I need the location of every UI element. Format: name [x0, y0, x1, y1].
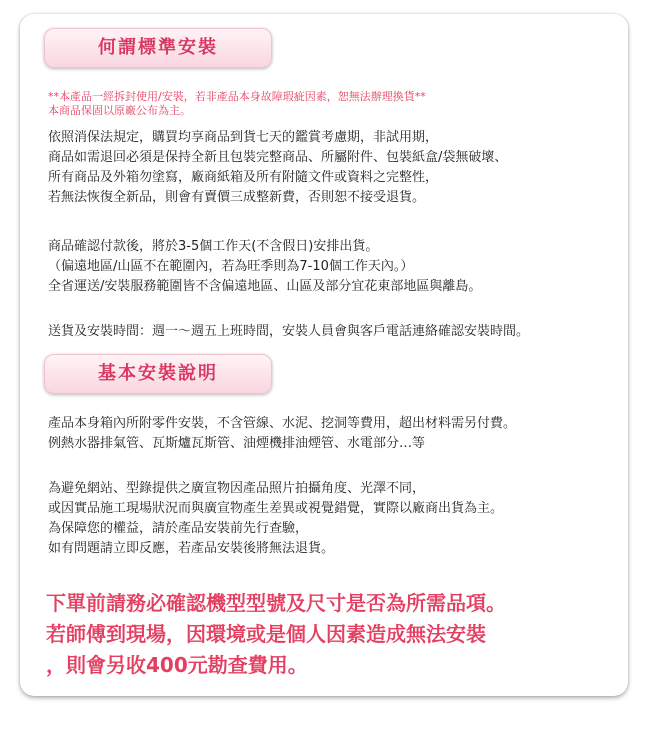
warning-line: 下單前請務必確認機型型號及尺寸是否為所需品項。 [46, 591, 506, 615]
basic-install-line: 例熱水器排氣管、瓦斯爐瓦斯管、油煙機排油煙管、水電部分…等 [48, 436, 426, 451]
disclaimer [48, 479, 503, 559]
shipping-info [48, 237, 481, 297]
notice-line: **本產品一經拆封使用/安裝，若非產品本身故障瑕疵因素，恕無法辦理換貨** [48, 90, 426, 103]
return-policy-line: 依照消保法規定，購買均享商品到貨七天的鑑賞考慮期，非試用期， [48, 130, 439, 145]
shipping-line: 全省運送/安裝服務範圍皆不含偏遠地區、山區及部分宜花東部地區與離島。 [48, 279, 482, 294]
install-time: 送貨及安裝時間：週一～週五上班時間，安裝人員會與客戶電話連絡確認安裝時間。 [48, 324, 530, 339]
section-title-basic-install: 基本安裝說明 [44, 354, 272, 394]
shipping-line: 商品確認付款後，將於3-5個工作天(不含假日)安排出貨。 [48, 239, 379, 254]
disclaimer-line: 或因實品施工現場狀況而與廣宣物產生差異或視覺錯覺，實際以廠商出貨為主。 [48, 501, 504, 516]
section-title-standard-install: 何謂標準安裝 [44, 28, 272, 68]
notice-line: 本商品保固以原廠公布為主。 [48, 104, 191, 117]
disclaimer-line: 為避免網站、型錄提供之廣宣物因產品照片拍攝角度、光澤不同， [48, 481, 426, 496]
basic-install-info [48, 414, 516, 454]
return-policy [48, 128, 507, 208]
shipping-line: （偏遠地區/山區不在範圍內，若為旺季則為7-10個工作天內。） [48, 259, 414, 274]
warning-line: ，則會另收400元勘查費用。 [46, 653, 308, 677]
warning-line: 若師傅到現場，因環境或是個人因素造成無法安裝 [46, 622, 486, 646]
return-policy-line: 若無法恢復全新品，則會有賣價三成整新費，否則恕不接受退貨。 [48, 190, 426, 205]
disclaimer-line: 為保障您的權益，請於產品安裝前先行查驗， [48, 521, 309, 536]
notice-text [48, 90, 426, 118]
return-policy-line: 所有商品及外箱勿塗寫，廠商紙箱及所有附隨文件或資料之完整性， [48, 170, 439, 185]
warning-text [46, 588, 506, 681]
basic-install-line: 產品本身箱內所附零件安裝，不含管線、水泥、挖洞等費用，超出材料需另付費。 [48, 416, 517, 431]
disclaimer-line: 如有問題請立即反應，若產品安裝後將無法退貨。 [48, 541, 335, 556]
return-policy-line: 商品如需退回必須是保持全新且包裝完整商品、所屬附件、包裝紙盒/袋無破壞、 [48, 150, 508, 165]
